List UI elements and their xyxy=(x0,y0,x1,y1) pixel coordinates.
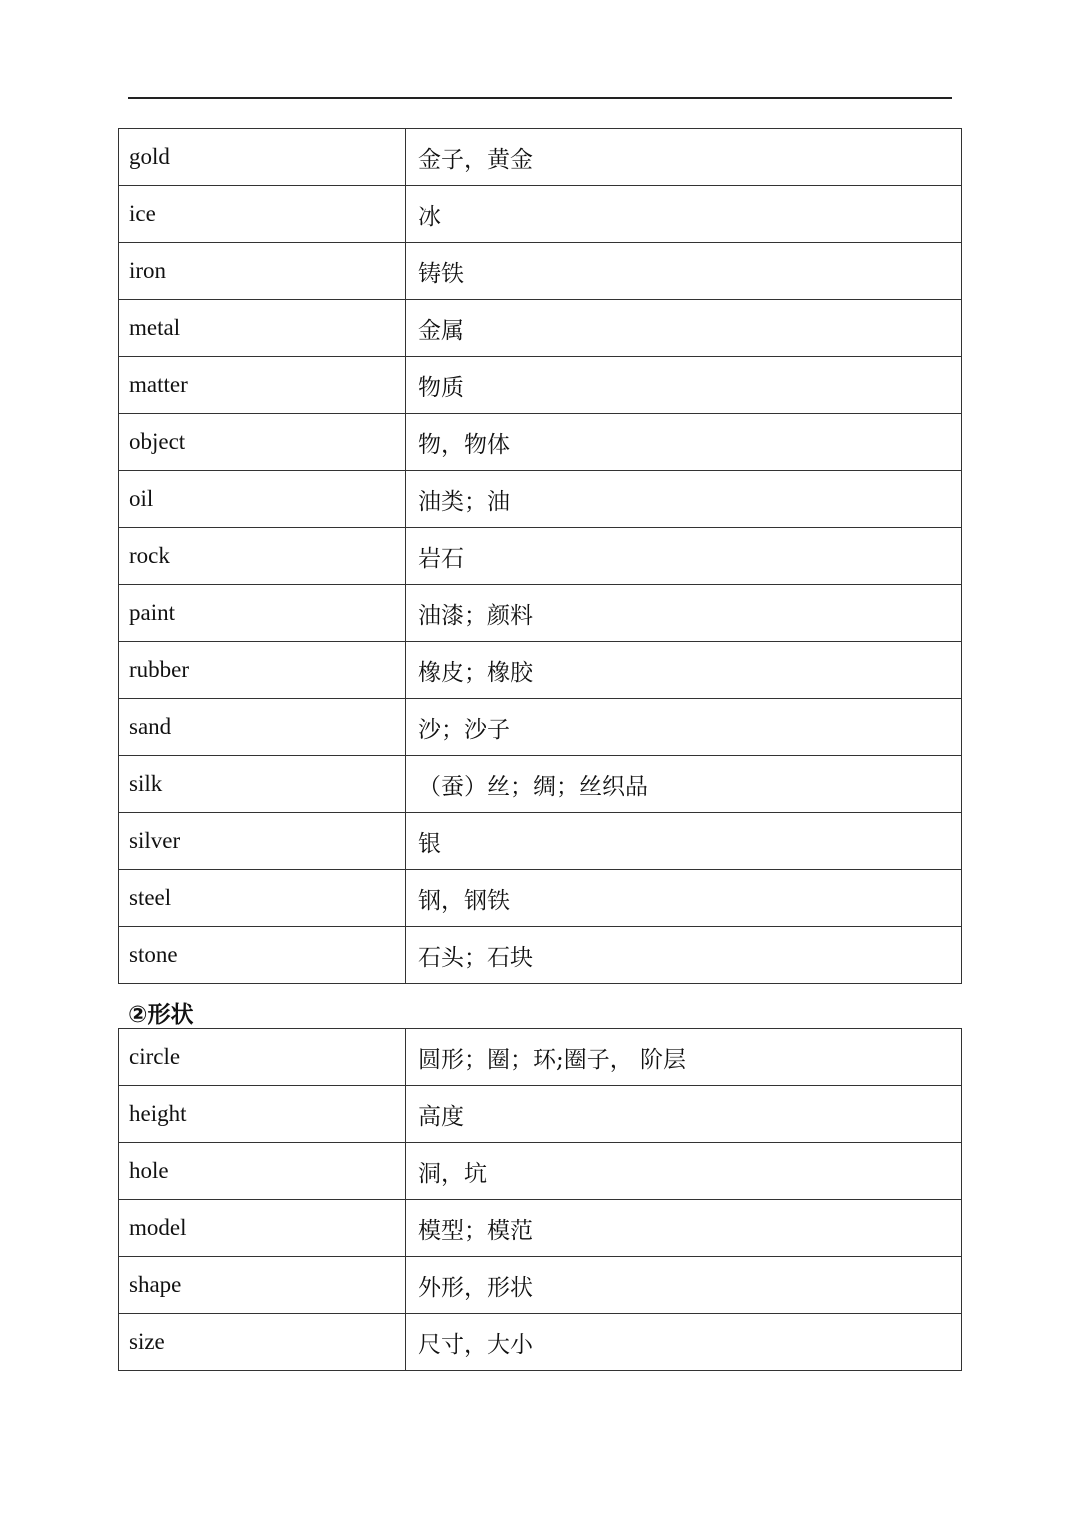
english-word: circle xyxy=(119,1029,406,1086)
chinese-meaning: 物，物体 xyxy=(406,414,962,471)
english-word: paint xyxy=(119,585,406,642)
chinese-meaning: 金子，黄金 xyxy=(406,129,962,186)
vocabulary-table-materials xyxy=(118,128,962,984)
chinese-meaning: 模型；模范 xyxy=(406,1200,962,1257)
english-word: ice xyxy=(119,186,406,243)
chinese-meaning: 油漆；颜料 xyxy=(406,585,962,642)
table-row xyxy=(119,1200,962,1257)
table-row xyxy=(119,585,962,642)
english-word: hole xyxy=(119,1143,406,1200)
chinese-meaning: 金属 xyxy=(406,300,962,357)
table-row xyxy=(119,1314,962,1371)
table-row xyxy=(119,1029,962,1086)
chinese-meaning: 物质 xyxy=(406,357,962,414)
english-word: rock xyxy=(119,528,406,585)
english-word: silver xyxy=(119,813,406,870)
english-word: stone xyxy=(119,927,406,984)
english-word: silk xyxy=(119,756,406,813)
table-row xyxy=(119,813,962,870)
chinese-meaning: 铸铁 xyxy=(406,243,962,300)
table-row xyxy=(119,528,962,585)
section-heading-shapes: ②形状 xyxy=(128,1002,194,1028)
table-row xyxy=(119,870,962,927)
english-word: gold xyxy=(119,129,406,186)
table-row xyxy=(119,756,962,813)
table-row xyxy=(119,243,962,300)
chinese-meaning: 外形，形状 xyxy=(406,1257,962,1314)
chinese-meaning: 橡皮；橡胶 xyxy=(406,642,962,699)
english-word: metal xyxy=(119,300,406,357)
table-row xyxy=(119,1257,962,1314)
chinese-meaning: 冰 xyxy=(406,186,962,243)
chinese-meaning: 沙；沙子 xyxy=(406,699,962,756)
table-row xyxy=(119,927,962,984)
table-row xyxy=(119,186,962,243)
english-word: rubber xyxy=(119,642,406,699)
vocabulary-table-shapes xyxy=(118,1028,962,1371)
table-row xyxy=(119,357,962,414)
chinese-meaning: 岩石 xyxy=(406,528,962,585)
chinese-meaning: 钢，钢铁 xyxy=(406,870,962,927)
header-rule xyxy=(128,97,952,99)
english-word: iron xyxy=(119,243,406,300)
english-word: oil xyxy=(119,471,406,528)
table-row xyxy=(119,471,962,528)
table-row xyxy=(119,1086,962,1143)
english-word: size xyxy=(119,1314,406,1371)
table-row xyxy=(119,642,962,699)
chinese-meaning: 尺寸，大小 xyxy=(406,1314,962,1371)
chinese-meaning: 石头；石块 xyxy=(406,927,962,984)
chinese-meaning: 高度 xyxy=(406,1086,962,1143)
table-row xyxy=(119,300,962,357)
table-row xyxy=(119,414,962,471)
chinese-meaning: 圆形；圈；环;圈子， 阶层 xyxy=(406,1029,962,1086)
english-word: shape xyxy=(119,1257,406,1314)
table-row xyxy=(119,1143,962,1200)
chinese-meaning: （蚕）丝；绸；丝织品 xyxy=(406,756,962,813)
table-row xyxy=(119,129,962,186)
english-word: matter xyxy=(119,357,406,414)
english-word: object xyxy=(119,414,406,471)
chinese-meaning: 油类；油 xyxy=(406,471,962,528)
table-row xyxy=(119,699,962,756)
english-word: height xyxy=(119,1086,406,1143)
english-word: model xyxy=(119,1200,406,1257)
english-word: steel xyxy=(119,870,406,927)
english-word: sand xyxy=(119,699,406,756)
chinese-meaning: 银 xyxy=(406,813,962,870)
chinese-meaning: 洞，坑 xyxy=(406,1143,962,1200)
